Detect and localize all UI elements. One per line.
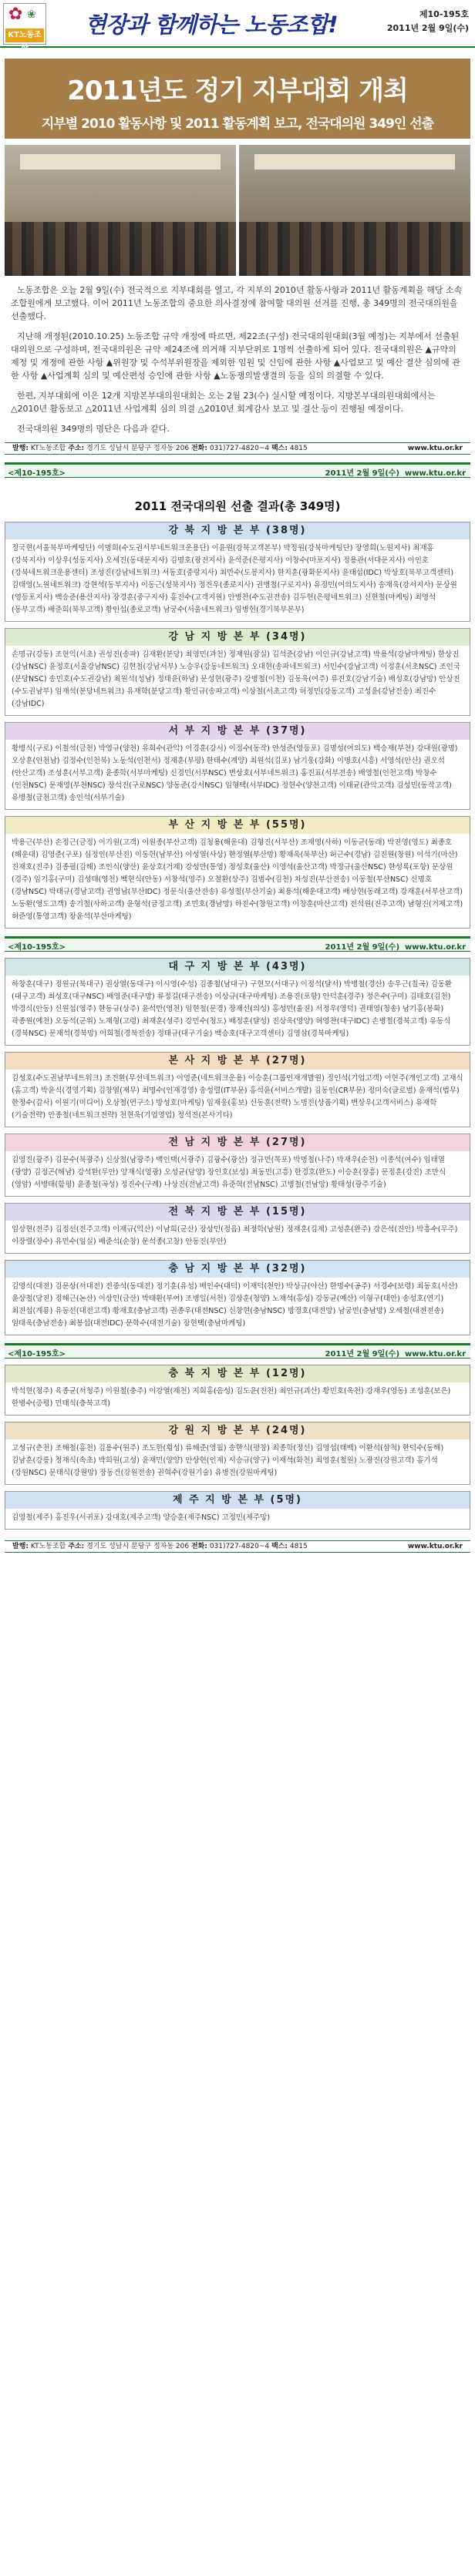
region-title: 강 남 지 방 본 부 (34명) xyxy=(5,629,470,646)
strip-issue: <제10-195호> xyxy=(8,469,66,478)
region-box xyxy=(5,1491,470,1530)
headline-box xyxy=(5,59,470,139)
region-title: 전 남 지 방 본 부 (27명) xyxy=(5,1134,470,1151)
publisher-footer: 발행: KT노동조합 주소: 경기도 성남시 분당구 정자동 206 전화: 031)727-4820~4 팩스: 4815 www.ktu.or.kr xyxy=(5,442,470,455)
results-title: 2011 전국대의원 선출 결과(총 349명) xyxy=(134,499,341,513)
region-title: 서 부 지 방 본 부 (37명) xyxy=(5,723,470,740)
meeting-photo-right xyxy=(239,145,470,276)
region-title: 제 주 지 방 본 부 (5명) xyxy=(5,1492,470,1509)
phone: 031)727-4820~4 xyxy=(209,445,270,452)
slogan: 현장과 함께하는 노동조합! xyxy=(85,12,338,38)
region-box xyxy=(5,958,470,1046)
region-members: 정국현(서울북부마케팅단) 이명희(수도권서부네트워크운용단) 이윤원(강북고객본부) 박정원(강북마케팅단) 장영희(노원지사) 최재홍(강북지사) 이상우(성동지사) 오세진(동대문지사) 김명호(광진지사) 윤석준(은평지사) 이창수(마포지사) 정용관(서대문지사) 이인호(강북네트워크운용센터) 조성진(강남네트워크) 서동호(중랑지사) 최만수(도봉지사) 한지훈(광화문지사) 윤태섭(IDC) 박상호(북부고객센터) 김태영(노원네트워크) 강현석(동부지사) 이동근(성북지사) 정진우(종로지사) 권병철(구로지사) 유정민(여의도지사) 송재욱(강서지사) 문상원(영등포지사) 백승준(용산지사) 장경훈(중구지사) 홍진수(고객지원) 안병찬(수도권전송) 김두현(은평네트워크) 신현철(마케팅) 최영석(동부고객) 배준희(북부고객) 황인섭(종로고객) 남궁수(서울네트워크) 임병헌(경기북부본부) xyxy=(12,544,457,614)
region-box xyxy=(5,1422,470,1485)
paragraph: 지난해 개정된(2010.10.25) 노동조합 규약 개정에 따르면, 제22조(구성) 전국대의원대회(3월 예정)는 지부에서 선출된 대의원으로 구성하며, 전국대의원은 규약 제24조에 의거해 지부단위로 1명씩 선출하게 되어 있다. 전국대의원은 ▲규약의 제정 및 개정에 관한 사항 ▲위원장 및 수석부위원장을 제외한 임원 및 신임에 관한 사항 ▲사업보고 및 예산 결산 심의에 관한 사항 ▲사업계획 심의 및 예산편성 승인에 관한 사항 ▲노동쟁의발생결의 등을 심의 의결할 수 있다. xyxy=(11,331,460,381)
fax: 4815 xyxy=(289,445,308,452)
paragraph: 전국대의원 349명의 명단은 다음과 같다. xyxy=(17,424,170,434)
issue-date: 2011년 2월 9일(수) xyxy=(386,23,469,33)
union-logo xyxy=(3,3,46,53)
region-box xyxy=(5,1203,470,1254)
strip-date-web: 2011년 2월 9일(수) www.ktu.or.kr xyxy=(325,469,466,478)
region-title: 부 산 지 방 본 부 (55명) xyxy=(5,817,470,834)
region-members: 고성규(춘천) 조해철(홍천) 김용수(원주) 조도한(횡성) 류해준(영월) 송한식(평창) 최종학(정선) 김영섭(태백) 이환석(삼척) 한덕수(동해) 김남훈(강릉) 정재식(속초) 박희원(고성) 윤재민(양양) 안상현(인제) 서승규(양구) 이재석(화천) 최영훈(철원) 노광진(강원고객) 홍기석(강원NSC) 문태식(강원망) 장동건(강원전송) 권혁수(강원기술) 유병진(강원마케팅) xyxy=(12,1444,444,1477)
region-title: 본 사 지 방 본 부 (27명) xyxy=(5,1053,470,1070)
issue-info xyxy=(387,8,469,35)
leaf-icon: ❀ xyxy=(27,8,36,21)
issue-strip: <제10-195호> 2011년 2월 9일(수) www.ktu.or.kr xyxy=(5,1343,470,1359)
publisher: KT노동조합 xyxy=(30,445,66,452)
article-body xyxy=(11,284,464,435)
address: 경기도 성남시 분당구 정자동 206 xyxy=(86,445,190,452)
headline: 2011년도 정기 지부대회 개최 xyxy=(67,76,408,106)
region-members: 김영철(제주) 홍진우(서귀포) 강대호(제주고객) 양승훈(제주NSC) 고정민(제주망) xyxy=(12,1513,271,1522)
header xyxy=(0,0,475,53)
website-link[interactable]: www.ktu.or.kr xyxy=(407,445,463,452)
region-members: 박석현(청주) 육종균(서청주) 이원철(충주) 이강열(제천) 지희홍(음성) 김도윤(진천) 최인규(괴산) 황민호(옥천) 강재우(영동) 조성훈(보은) 한병수(증평) 민태식(충북고객) xyxy=(12,1387,451,1408)
region-box xyxy=(5,1365,470,1416)
subheadline: 지부별 2010 활동사항 및 2011 활동계획 보고, 전국대의원 349인 선출 xyxy=(41,116,434,132)
paragraph: 노동조합은 오늘 2월 9일(수) 전국적으로 지부대회를 열고, 각 지부의 2010년 활동사항과 2011년 활동계획을 해당 소속조합원에게 보고했다. 이어 2011년 노동조합의 중요한 의사결정에 참여할 대의원 선거를 진행, 총 349명의 전국대의원을 선출했다. xyxy=(11,285,463,321)
region-box xyxy=(5,522,470,622)
issue-number: 제10-195호 xyxy=(419,9,469,19)
issue-strip: <제10-195호> 2011년 2월 9일(수) www.ktu.or.kr xyxy=(5,936,470,952)
region-members: 손명규(강동) 조현익(서초) 권성진(송파) 김재환(분당) 최영민(과천) 정재원(잠실) 김석준(강남) 이인규(강남고객) 박용석(강남마케팅) 한상진(강남NSC) 윤정호(서울강남NSC) 김현철(강남서부) 노승우(강동네트워크) 오대현(송파네트워크) 서민수(강남고객) 이정훈(서초NSC) 조인국(분당NSC) 송민호(수도권강남) 최원석(성남) 정태윤(하남) 문성현(광주) 강병철(이천) 김동욱(여주) 류진호(강남기술) 배성호(강남망) 안상진(수도권남부) 임재석(분당네트워크) 유재학(분당고객) 황인규(송파고객) 이상철(서초고객) 허정민(강동고객) 고성윤(강남전송) 최진수(강남IDC) xyxy=(12,650,461,708)
region-box xyxy=(5,1134,470,1197)
region-title: 충 남 지 방 본 부 (32명) xyxy=(5,1261,470,1278)
region-box xyxy=(5,816,470,929)
region-title: 강 원 지 방 본 부 (24명) xyxy=(5,1422,470,1439)
paragraph: 한편, 지부대회에 이은 12개 지방본부대의원대회는 오는 2월 23(수) 실시할 예정이다. 지방본부대의원대회에서는 △2010년 활동보고 △2011년 사업계획 심의 의결 △2010년 회계감사 보고 및 결산 등이 진행될 예정이다. xyxy=(11,391,436,414)
region-title: 강 북 지 방 본 부 (38명) xyxy=(5,522,470,539)
region-members: 황병식(구로) 이철석(금천) 박영규(양천) 유희수(관악) 이경훈(강서) 이정수(동작) 안성준(영등포) 김명성(여의도) 백승재(부천) 강대원(광명) 오상훈(인천남) 김정수(인천북) 노동석(인천서) 정재훈(부평) 한태수(계양) 최원석(김포) 남기웅(강화) 이명호(시흥) 서영석(안산) 권오석(안산고객) 조성훈(서부고객) 윤종학(서부마케팅) 신경민(서부NSC) 변상호(서부네트워크) 홍진표(서부전송) 배영철(인천고객) 박창수(인천NSC) 문재영(부천NSC) 장석진(구로NSC) 양동준(강서NSC) 임형택(서부IDC) 정현수(양천고객) 이태균(관악고객) 김성민(동작고객) 유병철(금천고객) 송인석(서부기술) xyxy=(12,744,458,802)
flower-icon: ✿ xyxy=(8,5,23,24)
publisher-footer: 발행: KT노동조합 주소: 경기도 성남시 분당구 정자동 206 전화: 031)727-4820~4 팩스: 4815 www.ktu.or.kr xyxy=(5,1540,470,1553)
photo-row xyxy=(5,145,470,276)
meeting-photo-left xyxy=(5,145,236,276)
region-members: 김영식(대전) 김문상(서대전) 전중식(동대전) 정기훈(유성) 배인수(대덕) 이재덕(천안) 박상규(아산) 한명수(공주) 서경수(보령) 최동호(서산) 윤상철(당진) 정해근(논산) 이상민(금산) 박태환(부여) 조병일(서천) 김상훈(청양) 노재석(홍성) 강동균(예산) 이형구(태안) 송성호(연기) 최진섭(계룡) 유동선(대전고객) 황재호(충남고객) 권종우(대전NSC) 신창현(충남NSC) 방경호(대전망) 남궁민(충남망) 오세철(대전전송) 임태욱(충남전송) 최봉섭(대전IDC) 문학수(대전기술) 장현택(충남마케팅) xyxy=(12,1282,458,1328)
region-title: 대 구 지 방 본 부 (43명) xyxy=(5,959,470,976)
region-members: 김성호(수도권남부네트워크) 조진환(무선네트워크) 이영준(네트워크운용) 이승훈(그룹인재개발원) 정인석(기업고객) 이현주(개인고객) 고재식(홈고객) 박윤식(경영기획) 김창열(재무) 최명수(인재경영) 송성렬(IT부문) 홍석윤(서비스개발) 김동인(CR부문) 정미숙(글로벌) 윤재석(법무) 한정수(감사) 이원기(미디어) 오상철(연구소) 방성호(마케팅) 임재웅(홍보) 신동훈(전략) 노명진(상품기획) 변상우(고객서비스) 유재학(기술전략) 안종철(네트워크전략) 천현욱(기업영업) 정석진(본사기타) xyxy=(12,1074,463,1120)
region-members: 김영진(광주) 김문수(북광주) 신상철(남광주) 백인택(서광주) 김광수(광산) 정규민(목포) 박명철(나주) 박재우(순천) 이종석(여수) 임태열(광양) 김정곤(해남) 강석환(무안) 양재식(영광) 오성균(담양) 장인호(보성) 최동민(고흥) 한경호(완도) 이승훈(장흥) 문정훈(강진) 조만식(영암) 서병태(함평) 윤종철(곡성) 정진수(구례) 나상진(전남고객) 유준혁(전남NSC) 고병철(전남망) 황태성(광주기술) xyxy=(12,1156,446,1189)
region-box xyxy=(5,628,470,716)
region-members: 임상현(전주) 김정선(전주고객) 이재규(익산) 이남희(군산) 장상민(정읍) 최정학(남원) 정재훈(김제) 고성훈(완주) 강은석(진안) 박흥수(무주) 이장렬(장수) 유민수(임실) 배준석(순창) 문석종(고창) 안동진(부안) xyxy=(12,1225,458,1246)
region-members: 하창훈(대구) 정원규(북대구) 권상열(동대구) 이시영(수성) 김종철(남대구) 구현모(서대구) 이정석(달서) 박병철(경산) 송우근(칠곡) 김동환(대구고객) 최성호(대구NSC) 배영준(대구망) 류정길(대구전송) 이상규(대구마케팅) 조용진(포항) 안덕훈(경주) 정은수(구미) 김태호(김천) 박경식(안동) 신원섭(영주) 한동규(상주) 윤석만(영천) 임현철(문경) 장재선(의성) 홍성민(울진) 서정우(영덕) 권태영(청송) 남기홍(봉화) 곽종원(예천) 오동석(군위) 노재형(고령) 최재훈(성주) 강민수(청도) 배정훈(달성) 진상욱(영양) 허영찬(대구IDC) 손병철(경북고객) 유동식(경북NSC) 문재석(경북망) 이희철(경북전송) 정태규(대구기술) 백승호(대구고객센터) 김영삼(경북마케팅) xyxy=(12,980,453,1038)
region-title: 충 북 지 방 본 부 (12명) xyxy=(5,1365,470,1382)
region-title: 전 북 지 방 본 부 (15명) xyxy=(5,1204,470,1221)
region-box xyxy=(5,1260,470,1335)
region-box xyxy=(5,722,470,810)
region-members: 박용근(부산) 손정근(금정) 이기원(고객) 이원종(부산고객) 김청용(해운대) 김형진(서부산) 조재영(사하) 이동균(동래) 박진영(영도) 최종호(해운대) 김영준(구포) 심정인(부산진) 이동헌(남부산) 이성열(사상) 한정열(부산망) 황재욱(북부산) 허근수(경남) 김진원(창원) 이석기(마산) 진재호(진주) 김종필(김해) 조인식(양산) 윤상호(거제) 강성만(통영) 정성호(울산) 이영석(울산고객) 박정규(울산NSC) 한성록(포항) 문상원(경주) 임기홍(구미) 김성태(영천) 백현식(안동) 서창석(영주) 오철환(상주) 김범수(김천) 차성진(부산전송) 이동철(부산NSC) 신명호(경남NSC) 박태규(경남고객) 권영남(부산IDC) 정문식(울산전송) 유성철(부산기술) 최용석(해운대고객) 배상현(동래고객) 강재훈(서부산고객) 노동환(영도고객) 송기철(사하고객) 윤형석(금정고객) 조민호(경남망) 하진수(창원고객) 이창훈(마산고객) 전석원(진주고객) 남형진(거제고객) 허준영(통영고객) 장윤석(부산마케팅) xyxy=(12,838,463,921)
issue-strip xyxy=(5,462,470,478)
logo-text: KT노동조합 xyxy=(5,29,44,42)
region-box xyxy=(5,1052,470,1127)
